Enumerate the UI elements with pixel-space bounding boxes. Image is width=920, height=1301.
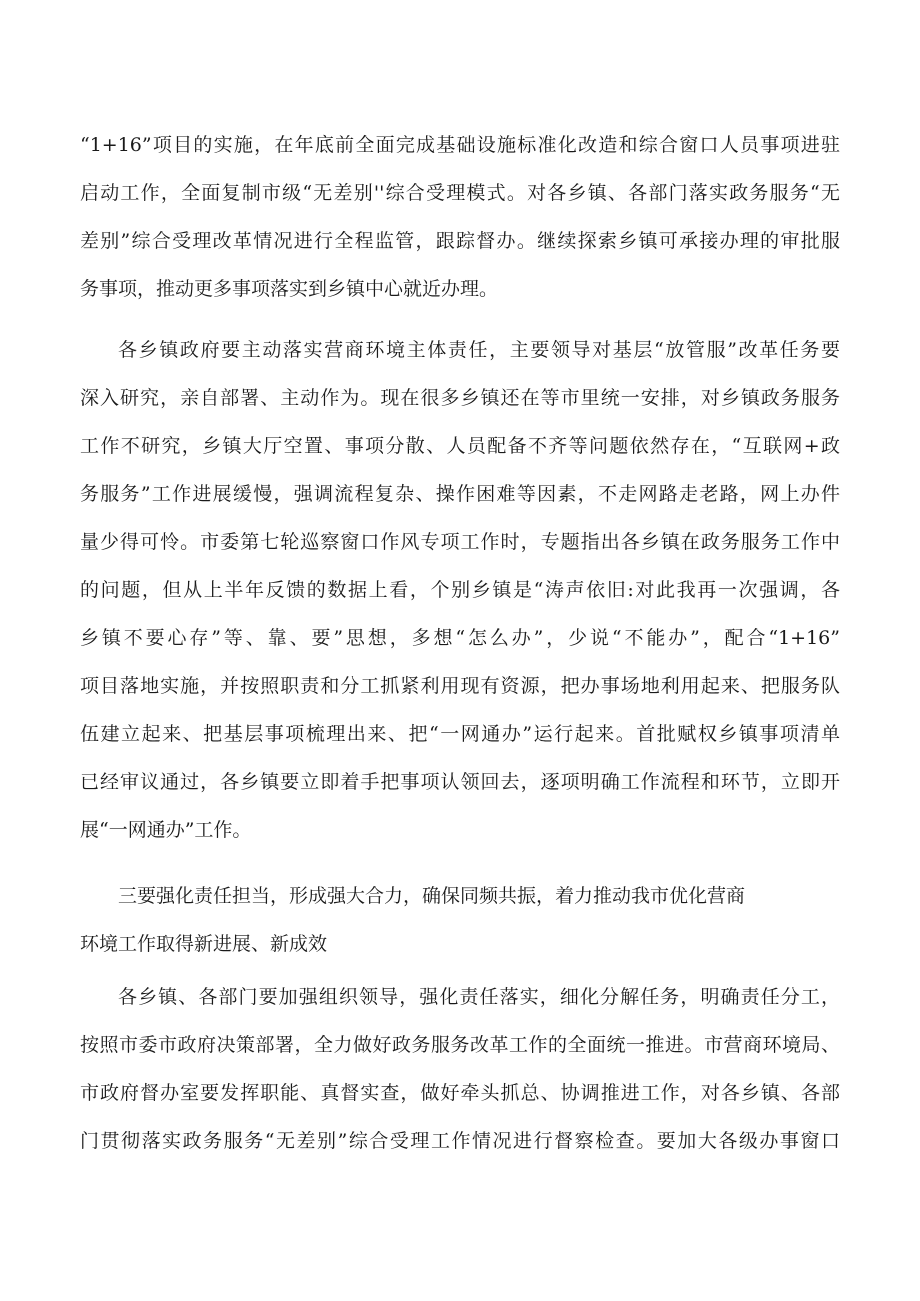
- text-line: 各乡镇政府要主动落实营商环境主体责任，主要领导对基层“放管服”改革任务要: [118, 339, 840, 361]
- text-line: 启动工作，全面复制市级“无差别''综合受理模式。对各乡镇、各部门落实政务服务“无: [80, 182, 840, 204]
- text-line: 门贯彻落实政务服务“无差别”综合受理工作情况进行督察检查。要加大各级办事窗口: [80, 1130, 840, 1152]
- text-line: 务服务”工作进展缓慢，强调流程复杂、操作困难等因素，不走网路走老路，网上办件: [80, 483, 840, 505]
- text-line: “1+16”项目的实施，在年底前全面完成基础设施标准化改造和综合窗口人员事项进驻: [80, 134, 840, 156]
- text-line: 深入研究，亲自部署、主动作为。现在很多乡镇还在等市里统一安排，对乡镇政务服务: [80, 387, 840, 409]
- text-line: 项目落地实施，并按照职责和分工抓紧利用现有资源，把办事场地利用起来、把服务队: [80, 675, 840, 697]
- text-line: 已经审议通过，各乡镇要立即着手把事项认领回去，逐项明确工作流程和环节，立即开: [80, 771, 840, 793]
- text-line: 乡镇不要心存”等、靠、要”思想，多想“怎么办”，少说“不能办”，配合“1+16”: [80, 627, 840, 649]
- text-line: 展“一网通办”工作。: [80, 819, 252, 841]
- section-heading-line: 三要强化责任担当，形成强大合力，确保同频共振，着力推动我市优化营商: [118, 885, 746, 907]
- text-line: 市政府督办室要发挥职能、真督实查，做好牵头抓总、协调推进工作，对各乡镇、各部: [80, 1082, 840, 1104]
- text-line: 差别”综合受理改革情况进行全程监管，跟踪督办。继续探索乡镇可承接办理的审批服: [80, 230, 840, 252]
- text-line: 工作不研究，乡镇大厅空置、事项分散、人员配备不齐等问题依然存在，“互联网+政: [80, 435, 840, 457]
- section-heading-line: 环境工作取得新进展、新成效: [80, 933, 328, 955]
- text-line: 的问题，但从上半年反馈的数据上看，个别乡镇是“涛声依旧:对此我再一次强调，各: [80, 579, 840, 601]
- text-line: 伍建立起来、把基层事项梳理出来、把“一网通办”运行起来。首批赋权乡镇事项清单: [80, 723, 840, 745]
- text-line: 按照市委市政府决策部署，全力做好政务服务改革工作的全面统一推进。市营商环境局、: [80, 1034, 840, 1056]
- text-line: 各乡镇、各部门要加强组织领导，强化责任落实，细化分解任务，明确责任分工，: [118, 986, 840, 1008]
- text-line: 量少得可怜。市委第七轮巡察窗口作风专项工作时，专题指出各乡镇在政务服务工作中: [80, 531, 840, 553]
- text-line: 务事项，推动更多事项落实到乡镇中心就近办理。: [80, 278, 499, 300]
